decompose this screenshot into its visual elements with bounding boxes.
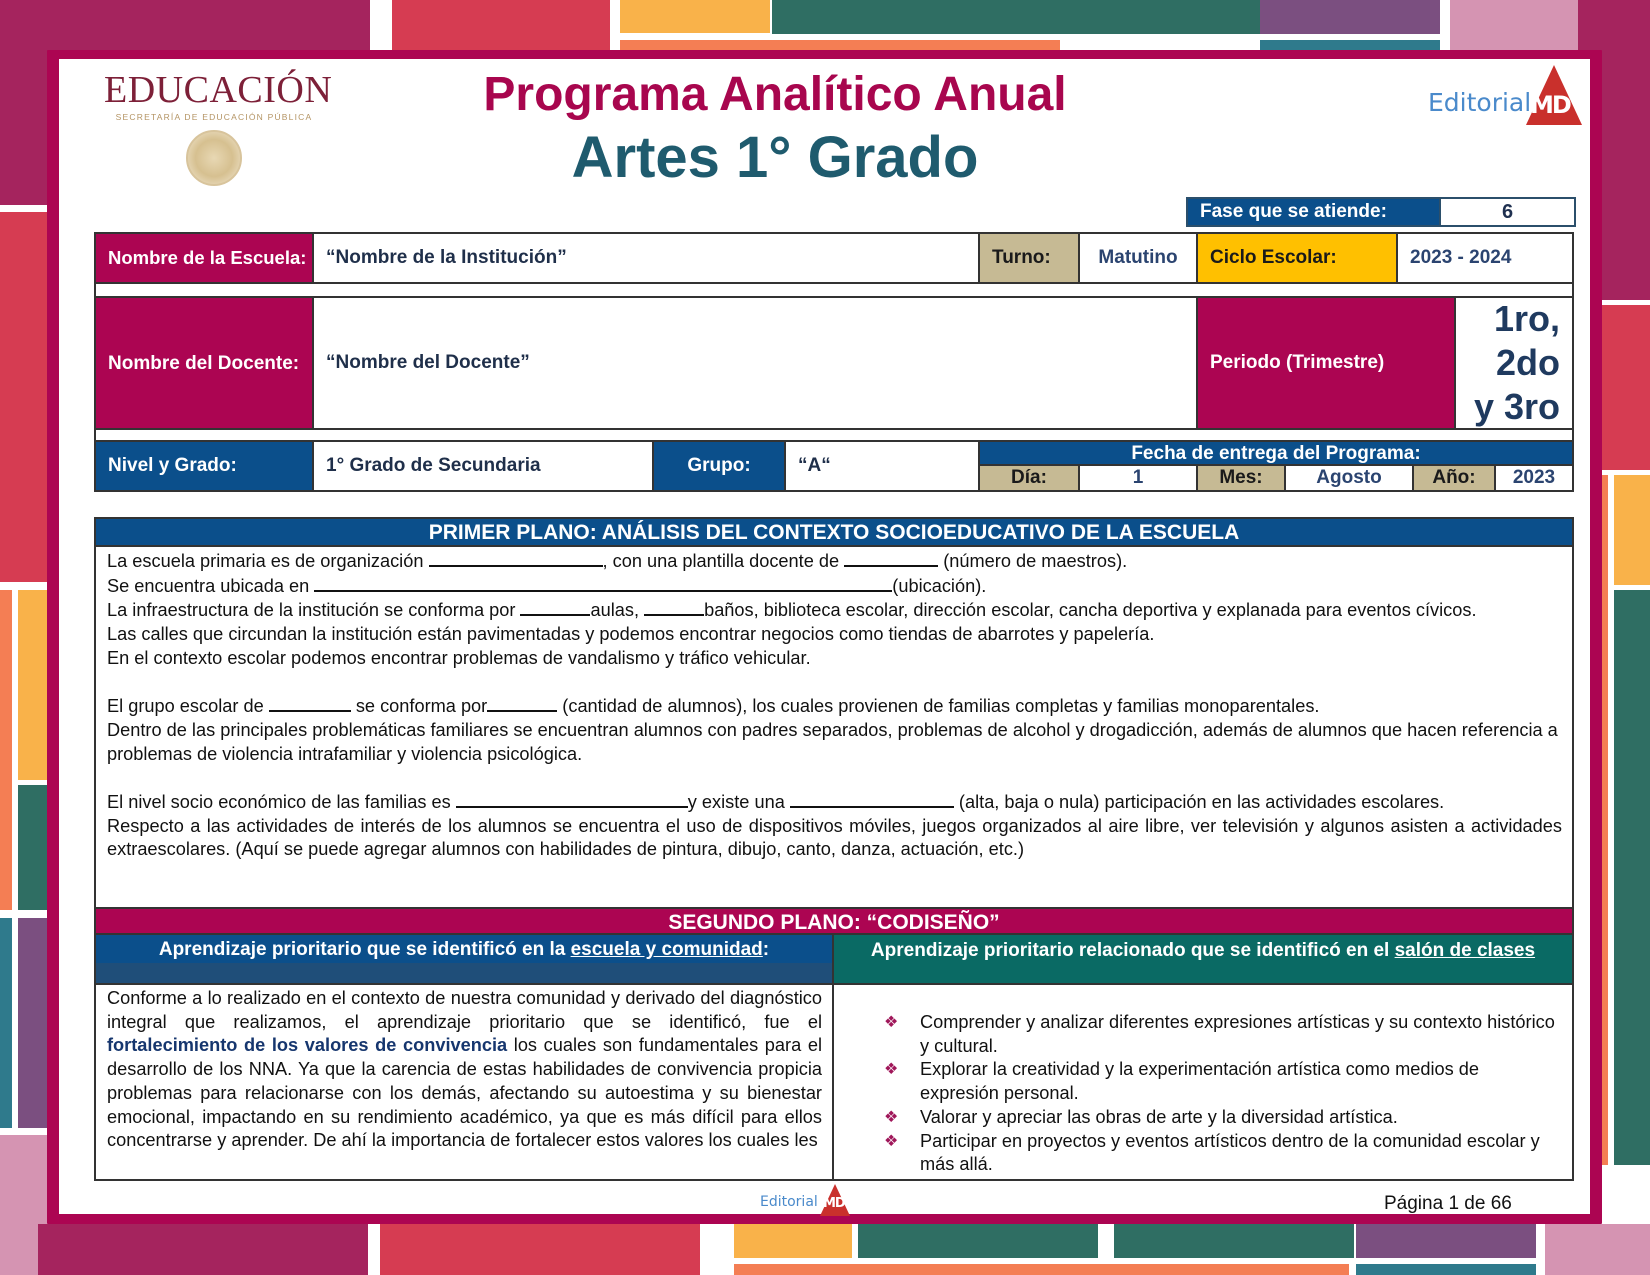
docente-label-text: Nombre del Docente: xyxy=(108,352,300,374)
periodo-value-line: y 3ro xyxy=(1473,386,1560,427)
fill-blank[interactable] xyxy=(269,694,351,712)
document-subtitle: Artes 1° Grado xyxy=(571,125,979,190)
bg-tile xyxy=(734,1264,1349,1275)
fecha-title: Fecha de entrega del Programa: xyxy=(980,442,1572,466)
dia-label xyxy=(980,466,1080,490)
nivel-label-text: Nivel y Grado: xyxy=(108,455,237,476)
bg-tile xyxy=(0,918,12,1128)
diamond-bullet-icon: ❖ xyxy=(884,1014,899,1031)
nivel-label xyxy=(96,442,314,490)
list-item: ❖ Participar en proyectos y eventos artísticos dentro de la comunidad escolar y más allá. xyxy=(884,1130,1540,1175)
line-gap xyxy=(107,766,1562,790)
periodo-value xyxy=(1456,298,1572,428)
bg-tile xyxy=(0,590,12,910)
bg-tile xyxy=(620,0,770,33)
primer-plano-body xyxy=(96,547,1572,907)
bg-tile xyxy=(1260,0,1440,34)
list-item: ❖ Comprender y analizar diferentes expresiones artísticas y su contexto histórico y cultural. xyxy=(884,1012,1555,1056)
bg-tile xyxy=(1614,475,1650,585)
docente-value-text: “Nombre del Docente” xyxy=(326,352,530,373)
context-line: En el contexto escolar podemos encontrar problemas de vandalismo y tráfico vehicular. xyxy=(107,647,811,668)
codiseno-body xyxy=(96,985,1572,1179)
dia-value-text: 1 xyxy=(1132,467,1144,488)
mes-label xyxy=(1198,466,1286,490)
periodo-value-line: 2do xyxy=(1495,342,1560,383)
context-line: Las calles que circundan la institución están pavimentadas y podemos encontrar negocios como tiendas de abarrotes y papelería. xyxy=(107,624,1155,645)
footer-editorial-md-logo xyxy=(760,1184,855,1216)
bg-tile xyxy=(858,1224,1098,1258)
line-gap xyxy=(107,671,1562,695)
fase-box xyxy=(1186,197,1576,227)
grupo-value-text: “A“ xyxy=(798,455,831,476)
editorial-md-logo xyxy=(1428,65,1583,127)
list-item: ❖ Valorar y apreciar las obras de arte y la diversidad artística. xyxy=(884,1106,1560,1130)
salon-clases-list xyxy=(834,985,1572,1179)
escuela-label xyxy=(96,234,314,282)
context-line: Se encuentra ubicada en (ubicación). xyxy=(107,575,987,596)
turno-label-text: Turno: xyxy=(992,247,1051,268)
grupo-label-text: Grupo: xyxy=(687,455,751,476)
context-line: Dentro de las principales problemáticas familiares se encuentran alumnos con padres separados, problemas de alcohol y drogadicción, además de alumnos que hacen referencia a problemas de violencia intrafamiliar y violencia psicológica. xyxy=(107,719,1558,764)
codiseno-headers xyxy=(96,935,1572,985)
sep-logo-subtitle: SECRETARÍA DE EDUCACIÓN PÚBLICA xyxy=(115,112,313,122)
mes-value xyxy=(1286,466,1414,490)
escuela-label-text: Nombre de la Escuela: xyxy=(108,247,307,268)
nivel-value xyxy=(314,442,654,490)
bg-tile xyxy=(38,1224,368,1275)
bg-tile xyxy=(734,1224,852,1258)
row-nivel xyxy=(94,440,1574,492)
spacer-row xyxy=(94,284,1574,296)
bg-tile xyxy=(1114,1224,1354,1258)
ciclo-label-text: Ciclo Escolar: xyxy=(1210,247,1337,268)
national-seal-icon xyxy=(186,130,242,186)
fill-blank[interactable] xyxy=(314,574,892,592)
sep-logo xyxy=(104,69,333,186)
highlighted-learning: fortalecimiento de los valores de convivencia xyxy=(107,1035,508,1056)
fill-blank[interactable] xyxy=(790,790,954,808)
fase-value: 6 xyxy=(1439,199,1574,225)
bg-tile xyxy=(392,0,610,52)
salon-clases-heading: Aprendizaje prioritario relacionado que se identificó en el salón de clases xyxy=(834,935,1572,983)
bg-tile xyxy=(1356,1264,1536,1275)
document-title: Programa Analítico Anual xyxy=(483,68,1067,121)
row-escuela xyxy=(94,232,1574,284)
context-line: La escuela primaria es de organización , con una plantilla docente de (número de maestros). xyxy=(107,551,1128,571)
anio-label xyxy=(1414,466,1496,490)
diamond-bullet-icon: ❖ xyxy=(884,1132,899,1150)
bg-tile xyxy=(18,590,50,780)
mes-label-text: Mes: xyxy=(1219,467,1263,488)
periodo-label-text: Periodo (Trimestre) xyxy=(1210,352,1385,373)
periodo-value-line: 1ro, xyxy=(1493,298,1560,339)
docente-value xyxy=(314,298,1198,428)
primer-plano-heading: PRIMER PLANO: ANÁLISIS DEL CONTEXTO SOCIOEDUCATIVO DE LA ESCUELA xyxy=(96,519,1572,547)
bg-tile xyxy=(1614,590,1650,1165)
escuela-comunidad-heading: Aprendizaje prioritario que se identificó en la escuela y comunidad: xyxy=(96,935,834,983)
bg-tile xyxy=(0,212,50,582)
fill-blank[interactable] xyxy=(456,790,688,808)
logo-text: Editorial xyxy=(760,1194,818,1210)
nivel-value-text: 1° Grado de Secundaria xyxy=(326,455,541,476)
logo-mark: MD xyxy=(823,1196,845,1211)
mes-value-text: Agosto xyxy=(1316,467,1382,488)
fecha-row xyxy=(980,466,1572,490)
turno-label xyxy=(980,234,1080,282)
grupo-label xyxy=(654,442,786,490)
anio-value xyxy=(1496,466,1572,490)
turno-value-text: Matutino xyxy=(1098,247,1178,268)
context-line: Respecto a las actividades de interés de los alumnos se encuentra el uso de dispositivos móviles, juegos organizados al aire libre, ver televisión y algunos asisten a actividades extraescolares. (Aquí se puede agregar alumnos con habilidades de pintura, dibujo, canto, danza, actuación, etc.) xyxy=(107,815,1562,860)
fecha-entrega xyxy=(980,442,1572,490)
diamond-bullet-icon: ❖ xyxy=(884,1061,899,1079)
sep-logo-wordmark: EDUCACIÓN xyxy=(104,69,333,111)
bg-tile xyxy=(1602,305,1650,470)
bg-tile xyxy=(772,0,1262,34)
bg-tile xyxy=(1356,1224,1536,1258)
docente-label xyxy=(96,298,314,428)
turno-value xyxy=(1080,234,1198,282)
fase-label: Fase que se atiende: xyxy=(1188,199,1439,225)
bg-tile xyxy=(1545,1224,1650,1275)
context-line: El grupo escolar de se conforma por (cantidad de alumnos), los cuales provienen de familias completas y familias monoparentales. xyxy=(107,696,1320,717)
bg-tile xyxy=(1602,475,1608,1165)
spacer-row xyxy=(94,430,1574,440)
row-docente xyxy=(94,296,1574,430)
bg-tile xyxy=(1450,0,1578,52)
context-line: El nivel socio económico de las familias es y existe una (alta, baja o nula) participación en las actividades escolares. xyxy=(107,792,1445,812)
logo-mark: MD xyxy=(1530,91,1570,119)
dia-value xyxy=(1080,466,1198,490)
anio-value-text: 2023 xyxy=(1512,467,1556,488)
fill-blank[interactable] xyxy=(520,598,590,616)
diamond-bullet-icon: ❖ xyxy=(884,1108,899,1126)
escuela-value xyxy=(314,234,980,282)
context-line: La infraestructura de la institución se conforma por aulas, baños, biblioteca escolar, dirección escolar, cancha deportiva y explanada para eventos cívicos. xyxy=(107,600,1477,621)
planos-section xyxy=(94,517,1574,1181)
ciclo-value-text: 2023 - 2024 xyxy=(1410,247,1512,268)
escuela-comunidad-text: Conforme a lo realizado en el contexto de nuestra comunidad y derivado del diagnóstico integral que realizamos, el aprendizaje prioritario que se identificó, fue el fortalecimiento de los valores de convivencia los cuales son fundamentales para el desarrollo de los NNA. Ya que la carencia de estas habilidades de convivencia propicia problemas para relacionarse con los demás, afectando su autoestima y su bienestar emocional, impactando en su rendimiento académico, ya que es más difícil para ellos concentrarse y aprender. De ahí la importancia de fortalecer estos valores los cuales les xyxy=(96,985,834,1179)
periodo-label xyxy=(1198,298,1456,428)
segundo-plano-heading: SEGUNDO PLANO: “CODISEÑO” xyxy=(96,907,1572,935)
dia-label-text: Día: xyxy=(1011,467,1047,488)
anio-label-text: Año: xyxy=(1432,467,1476,488)
fill-blank[interactable] xyxy=(429,549,603,567)
fill-blank[interactable] xyxy=(844,549,938,567)
fill-blank[interactable] xyxy=(487,694,557,712)
grupo-value xyxy=(786,442,980,490)
escuela-value-text: “Nombre de la Institución” xyxy=(326,247,567,268)
bg-tile xyxy=(18,785,50,910)
list-item: ❖ Explorar la creatividad y la experimentación artística como medios de expresión personal. xyxy=(884,1059,1480,1104)
ciclo-label xyxy=(1198,234,1398,282)
bg-tile xyxy=(18,918,50,1128)
ciclo-value xyxy=(1398,234,1572,282)
bg-tile xyxy=(380,1224,700,1275)
logo-text: Editorial xyxy=(1428,88,1532,117)
page-number: Página 1 de 66 xyxy=(1384,1193,1512,1214)
fill-blank[interactable] xyxy=(644,598,704,616)
